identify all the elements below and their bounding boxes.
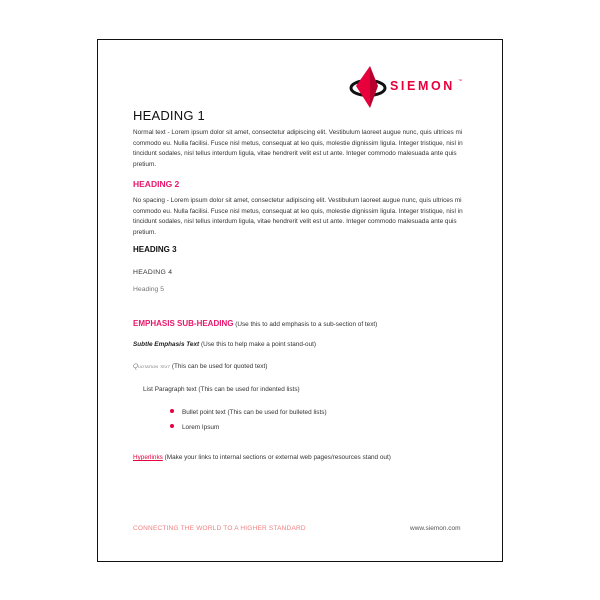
heading-5: Heading 5 [133, 286, 164, 293]
list-item [170, 409, 327, 416]
list-paragraph-text: List Paragraph text (This can be used for indented lists) [143, 386, 300, 393]
logo-wordmark: SIEMON [390, 79, 455, 93]
heading-1: HEADING 1 [133, 108, 205, 123]
emphasis-subheading-line [133, 319, 377, 328]
list-item [170, 424, 219, 431]
bullet-icon [170, 409, 174, 413]
no-spacing-paragraph: No spacing - Lorem ipsum dolor sit amet, consectetur adipiscing elit. Vestibulum laoreet augue nunc, quis ultrices mi commodo eu. Nulla facilisi. Fusce nisl metus, consequat at leo quis, molestie dignissim ligula. Integer tristique, nisl in tincidunt sodales, nisl tellus interdum ligula, vitae hendrerit velit est ut ante. Integer commodo malesuada ante quis pretium. [133, 197, 463, 236]
trademark-symbol: ™ [458, 78, 462, 83]
bullet-text: Lorem Ipsum [182, 424, 220, 431]
normal-text-paragraph: Normal text - Lorem ipsum dolor sit amet, consectetur adipiscing elit. Vestibulum laoreet augue nunc, quis ultrices mi commodo eu. Nulla facilisi. Fusce nisl metus, consequat at leo quis, molestie dignissim ligula. Integer tristique, nisl in tincidunt sodales, nisl tellus interdum ligula, vitae hendrerit velit est ut ante. Integer commodo malesuada ante quis pretium. [133, 129, 463, 168]
hyperlink-note: (Make your links to internal sections or external web pages/resources stand out) [162, 454, 391, 461]
quotation-note: (This can be used for quoted text) [170, 363, 268, 370]
siemon-logo [348, 64, 468, 110]
document-page [97, 39, 503, 562]
subtle-emphasis-line [133, 341, 316, 348]
logo-mark-icon [348, 64, 388, 110]
quotation-line [133, 363, 267, 370]
footer-tagline: CONNECTING THE WORLD TO A HIGHER STANDARD [133, 525, 306, 532]
emphasis-note: (Use this to add emphasis to a sub-section of text) [233, 321, 378, 328]
bullet-text: Bullet point text (This can be used for bulleted lists) [182, 409, 327, 416]
bullet-icon [170, 424, 174, 428]
quotation-text: Quotation text [133, 363, 171, 370]
hyperlink-line [133, 454, 391, 461]
hyperlink[interactable]: Hyperlinks [133, 454, 163, 461]
subtle-emphasis-text: Subtle Emphasis Text [133, 341, 200, 348]
emphasis-subheading: EMPHASIS SUB-HEADING [133, 319, 234, 328]
heading-2: HEADING 2 [133, 179, 180, 189]
heading-3: HEADING 3 [133, 245, 177, 254]
heading-4: HEADING 4 [133, 269, 173, 276]
subtle-emphasis-note: (Use this to help make a point stand-out) [199, 341, 317, 348]
footer-url: www.siemon.com [410, 525, 461, 532]
